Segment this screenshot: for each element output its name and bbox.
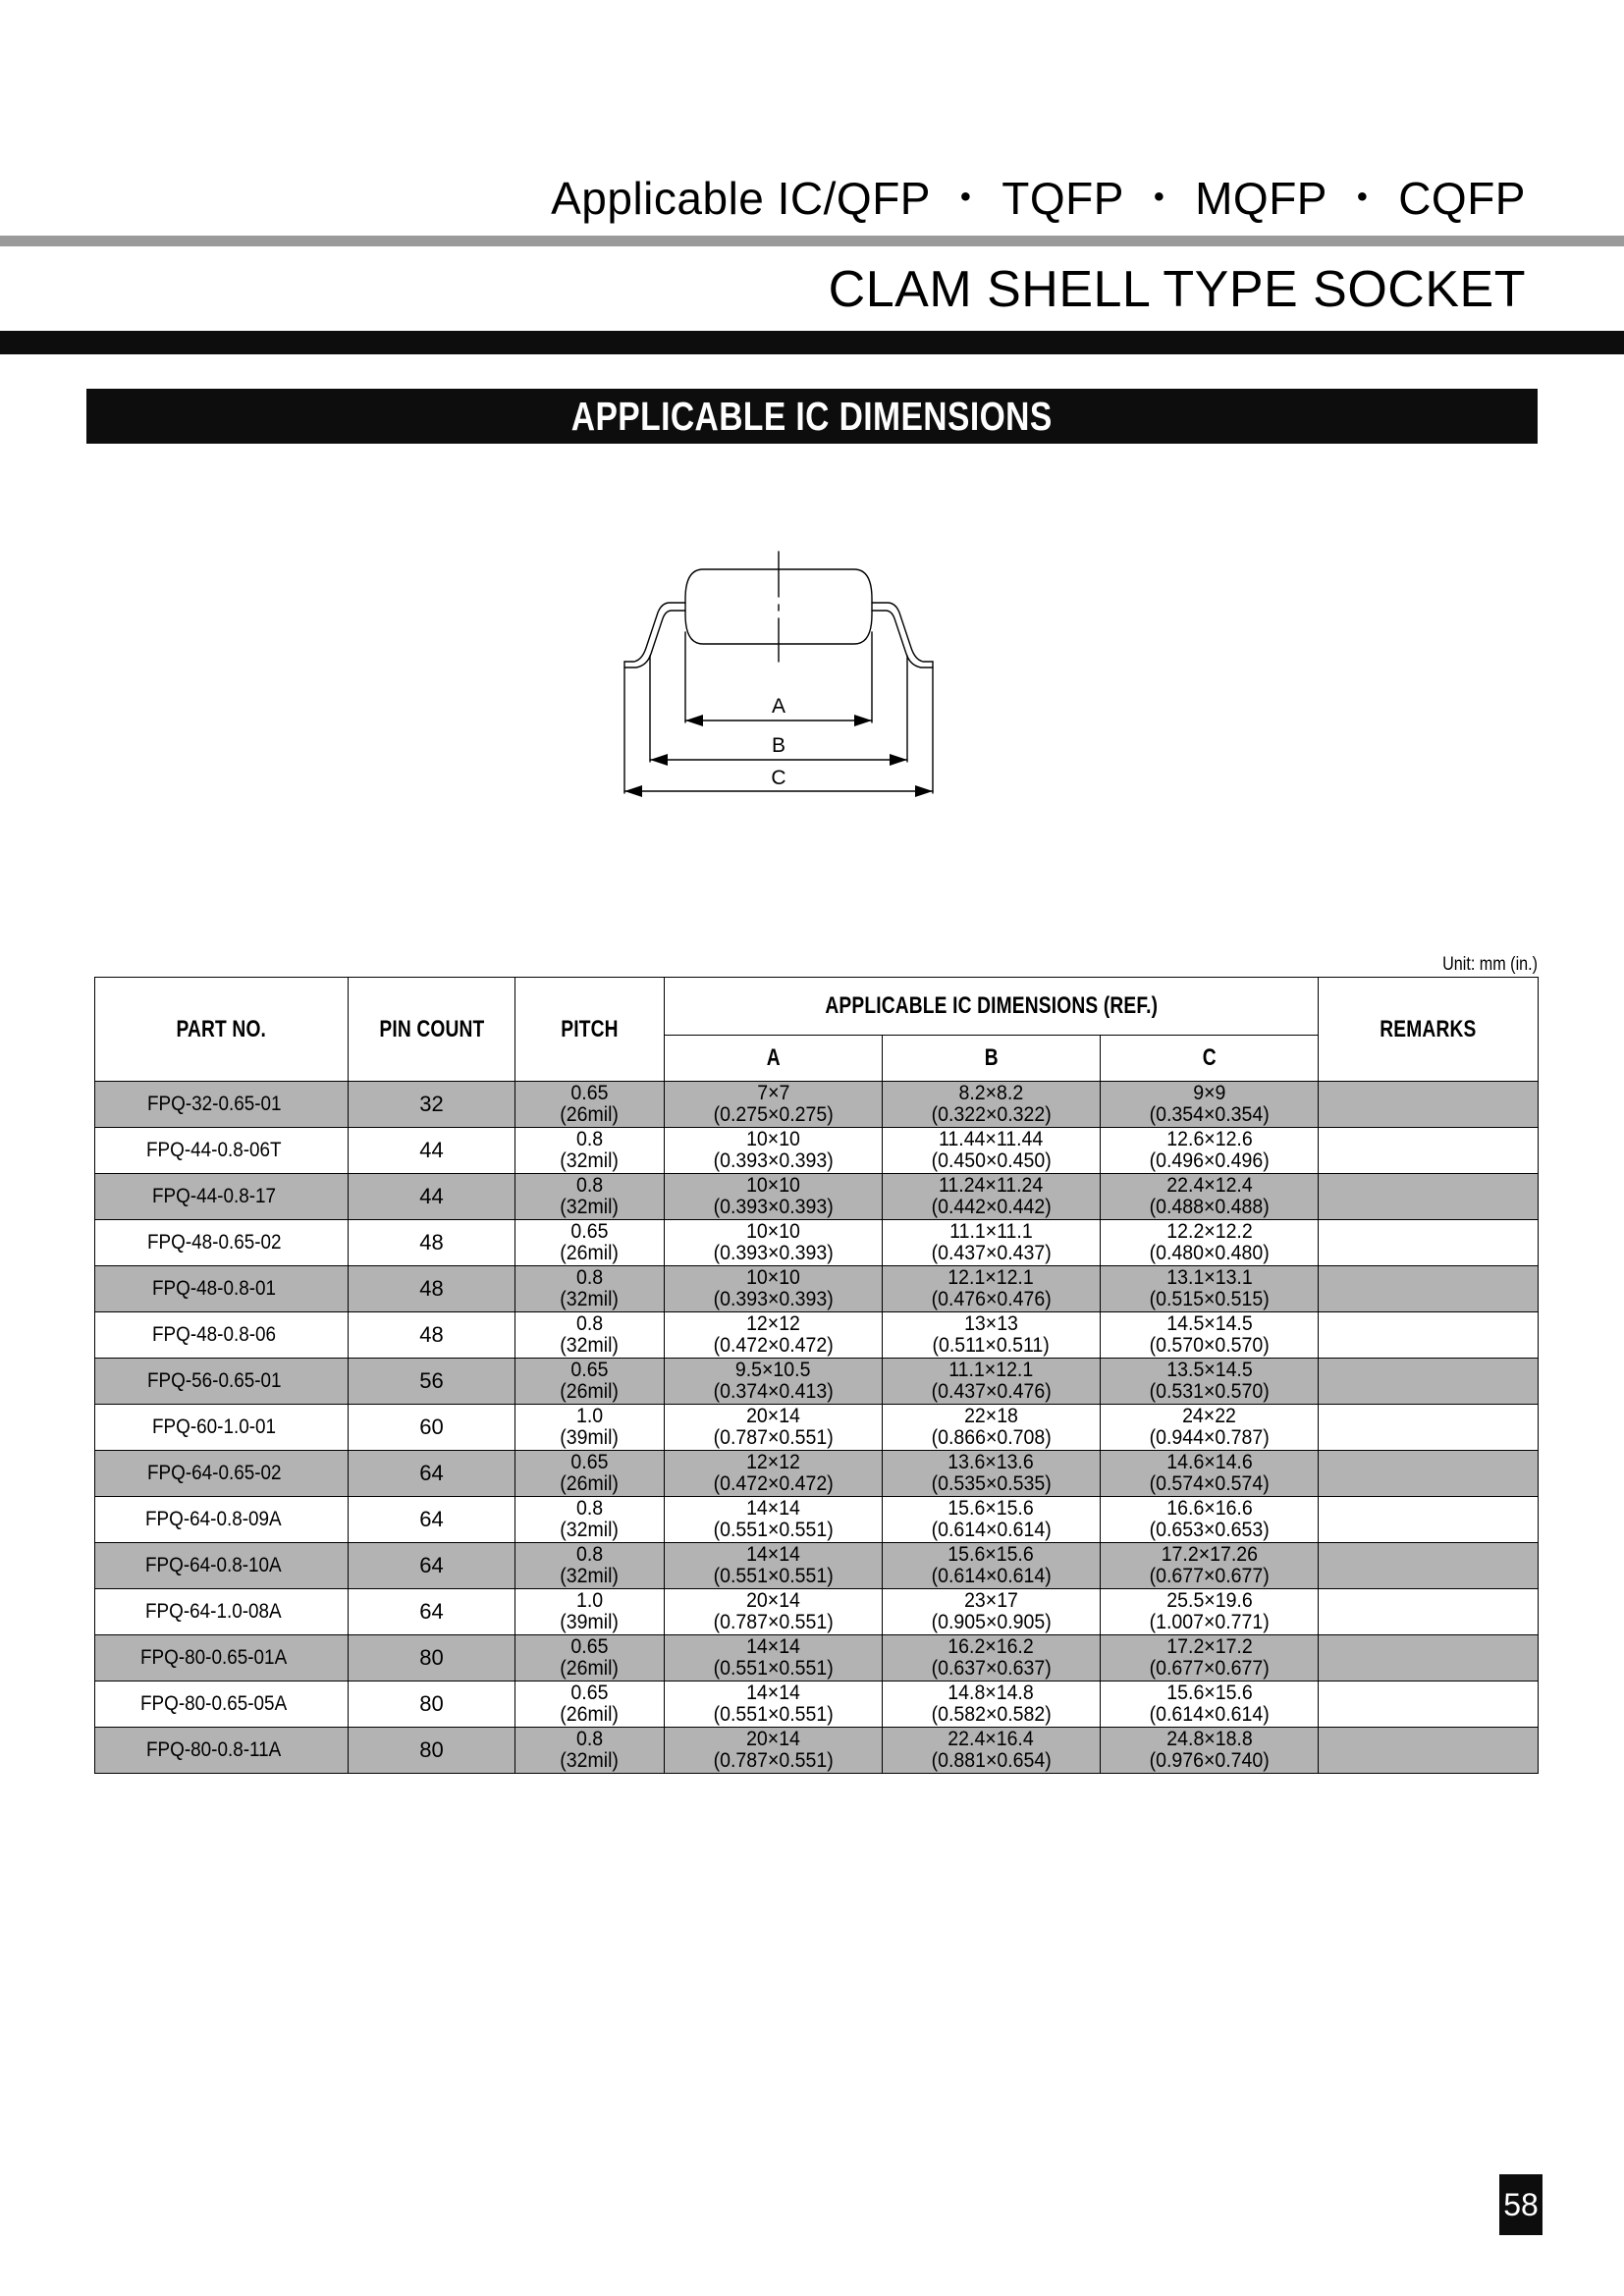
page-number-text: 58 bbox=[1503, 2186, 1539, 2222]
cell-dim-a: 14×14 (0.551×0.551) bbox=[665, 1682, 883, 1728]
cell-part-no: FPQ-44-0.8-17 bbox=[95, 1174, 349, 1220]
cell-remarks bbox=[1319, 1266, 1539, 1312]
cell-remarks bbox=[1319, 1589, 1539, 1635]
table-row bbox=[95, 1082, 1539, 1128]
header-black-rule bbox=[0, 331, 1624, 354]
cell-pin-count: 56 bbox=[349, 1359, 515, 1405]
cell-dim-b: 13.6×13.6 (0.535×0.535) bbox=[883, 1451, 1101, 1497]
header-pitch: PITCH bbox=[515, 978, 665, 1082]
cell-pin-count: 64 bbox=[349, 1497, 515, 1543]
cell-pin-count: 48 bbox=[349, 1266, 515, 1312]
cell-remarks bbox=[1319, 1312, 1539, 1359]
lead-right-upper bbox=[872, 603, 933, 662]
cell-pin-count: 80 bbox=[349, 1728, 515, 1774]
cell-pin-count: 64 bbox=[349, 1451, 515, 1497]
cell-pitch: 0.65 (26mil) bbox=[515, 1220, 665, 1266]
cell-dim-c: 15.6×15.6 (0.614×0.614) bbox=[1101, 1682, 1319, 1728]
cell-pin-count: 48 bbox=[349, 1312, 515, 1359]
page-header bbox=[0, 0, 1624, 354]
table-row bbox=[95, 1451, 1539, 1497]
cell-pin-count: 80 bbox=[349, 1682, 515, 1728]
arrow-b-right bbox=[890, 754, 907, 766]
header-dim-b: B bbox=[883, 1036, 1101, 1082]
cell-part-no: FPQ-56-0.65-01 bbox=[95, 1359, 349, 1405]
table-row bbox=[95, 1220, 1539, 1266]
unit-note-text: Unit: mm (in.) bbox=[1442, 954, 1538, 975]
cell-dim-c: 13.5×14.5 (0.531×0.570) bbox=[1101, 1359, 1319, 1405]
cell-dim-b: 11.1×11.1 (0.437×0.437) bbox=[883, 1220, 1101, 1266]
cell-dim-b: 11.1×12.1 (0.437×0.476) bbox=[883, 1359, 1101, 1405]
cell-part-no: FPQ-48-0.8-01 bbox=[95, 1266, 349, 1312]
cell-pitch: 1.0 (39mil) bbox=[515, 1405, 665, 1451]
cell-pin-count: 80 bbox=[349, 1635, 515, 1682]
unit-note bbox=[0, 954, 1538, 976]
cell-pin-count: 32 bbox=[349, 1082, 515, 1128]
cell-remarks bbox=[1319, 1543, 1539, 1589]
cell-remarks bbox=[1319, 1174, 1539, 1220]
cell-remarks bbox=[1319, 1451, 1539, 1497]
table-row bbox=[95, 1497, 1539, 1543]
cell-part-no: FPQ-48-0.8-06 bbox=[95, 1312, 349, 1359]
header-dim-a: A bbox=[665, 1036, 883, 1082]
cell-remarks bbox=[1319, 1728, 1539, 1774]
cell-remarks bbox=[1319, 1082, 1539, 1128]
table-row bbox=[95, 1266, 1539, 1312]
cell-dim-c: 16.6×16.6 (0.653×0.653) bbox=[1101, 1497, 1319, 1543]
cell-dim-c: 25.5×19.6 (1.007×0.771) bbox=[1101, 1589, 1319, 1635]
dim-label-c: C bbox=[771, 767, 786, 789]
cell-dim-a: 20×14 (0.787×0.551) bbox=[665, 1728, 883, 1774]
cell-dim-c: 12.2×12.2 (0.480×0.480) bbox=[1101, 1220, 1319, 1266]
cell-part-no: FPQ-44-0.8-06T bbox=[95, 1128, 349, 1174]
cell-dim-c: 17.2×17.26 (0.677×0.677) bbox=[1101, 1543, 1319, 1589]
cell-remarks bbox=[1319, 1682, 1539, 1728]
cell-dim-b: 13×13 (0.511×0.511) bbox=[883, 1312, 1101, 1359]
cell-dim-c: 12.6×12.6 (0.496×0.496) bbox=[1101, 1128, 1319, 1174]
table-row bbox=[95, 1174, 1539, 1220]
header-title: CLAM SHELL TYPE SOCKET bbox=[828, 261, 1526, 319]
cell-part-no: FPQ-80-0.8-11A bbox=[95, 1728, 349, 1774]
cell-remarks bbox=[1319, 1497, 1539, 1543]
cell-pitch: 0.65 (26mil) bbox=[515, 1359, 665, 1405]
header-pin-count: PIN COUNT bbox=[349, 978, 515, 1082]
cell-dim-a: 7×7 (0.275×0.275) bbox=[665, 1082, 883, 1128]
cell-dim-b: 14.8×14.8 (0.582×0.582) bbox=[883, 1682, 1101, 1728]
cell-dim-a: 14×14 (0.551×0.551) bbox=[665, 1635, 883, 1682]
header-remarks: REMARKS bbox=[1319, 978, 1539, 1082]
cell-dim-a: 10×10 (0.393×0.393) bbox=[665, 1174, 883, 1220]
cell-dim-b: 8.2×8.2 (0.322×0.322) bbox=[883, 1082, 1101, 1128]
table-row bbox=[95, 1728, 1539, 1774]
dim-label-b: B bbox=[771, 734, 786, 757]
arrow-c-right bbox=[915, 785, 933, 797]
cell-pitch: 0.65 (26mil) bbox=[515, 1682, 665, 1728]
cell-dim-a: 9.5×10.5 (0.374×0.413) bbox=[665, 1359, 883, 1405]
arrow-b-left bbox=[650, 754, 668, 766]
cell-part-no: FPQ-32-0.65-01 bbox=[95, 1082, 349, 1128]
table-row bbox=[95, 1543, 1539, 1589]
cell-pin-count: 48 bbox=[349, 1220, 515, 1266]
header-subtitle: Applicable IC/QFP ・ TQFP ・ MQFP ・ CQFP bbox=[551, 173, 1526, 224]
cell-dim-a: 20×14 (0.787×0.551) bbox=[665, 1405, 883, 1451]
cell-dim-b: 22.4×16.4 (0.881×0.654) bbox=[883, 1728, 1101, 1774]
cell-dim-a: 10×10 (0.393×0.393) bbox=[665, 1128, 883, 1174]
cell-pitch: 0.8 (32mil) bbox=[515, 1543, 665, 1589]
cell-dim-b: 16.2×16.2 (0.637×0.637) bbox=[883, 1635, 1101, 1682]
cell-dim-c: 24×22 (0.944×0.787) bbox=[1101, 1405, 1319, 1451]
cell-part-no: FPQ-80-0.65-01A bbox=[95, 1635, 349, 1682]
cell-pin-count: 44 bbox=[349, 1128, 515, 1174]
cell-dim-c: 17.2×17.2 (0.677×0.677) bbox=[1101, 1635, 1319, 1682]
arrow-a-left bbox=[685, 715, 703, 726]
cell-dim-c: 9×9 (0.354×0.354) bbox=[1101, 1082, 1319, 1128]
cell-dim-a: 14×14 (0.551×0.551) bbox=[665, 1543, 883, 1589]
cell-dim-a: 12×12 (0.472×0.472) bbox=[665, 1451, 883, 1497]
cell-dim-b: 12.1×12.1 (0.476×0.476) bbox=[883, 1266, 1101, 1312]
cell-remarks bbox=[1319, 1220, 1539, 1266]
cell-pitch: 0.8 (32mil) bbox=[515, 1497, 665, 1543]
dim-label-a: A bbox=[771, 695, 786, 718]
cell-dim-a: 10×10 (0.393×0.393) bbox=[665, 1266, 883, 1312]
cell-dim-b: 22×18 (0.866×0.708) bbox=[883, 1405, 1101, 1451]
cell-remarks bbox=[1319, 1635, 1539, 1682]
cell-dim-b: 15.6×15.6 (0.614×0.614) bbox=[883, 1497, 1101, 1543]
cell-dim-c: 13.1×13.1 (0.515×0.515) bbox=[1101, 1266, 1319, 1312]
cell-remarks bbox=[1319, 1405, 1539, 1451]
table-row bbox=[95, 1635, 1539, 1682]
cell-pitch: 1.0 (39mil) bbox=[515, 1589, 665, 1635]
cell-dim-a: 20×14 (0.787×0.551) bbox=[665, 1589, 883, 1635]
lead-left-upper bbox=[624, 603, 685, 662]
cell-part-no: FPQ-48-0.65-02 bbox=[95, 1220, 349, 1266]
header-part-no: PART NO. bbox=[95, 978, 349, 1082]
cell-pitch: 0.65 (26mil) bbox=[515, 1635, 665, 1682]
cell-dim-b: 11.44×11.44 (0.450×0.450) bbox=[883, 1128, 1101, 1174]
cell-dim-c: 22.4×12.4 (0.488×0.488) bbox=[1101, 1174, 1319, 1220]
table-row bbox=[95, 1589, 1539, 1635]
cell-pitch: 0.8 (32mil) bbox=[515, 1266, 665, 1312]
header-dim-c: C bbox=[1101, 1036, 1319, 1082]
cell-pin-count: 64 bbox=[349, 1589, 515, 1635]
table-row bbox=[95, 1359, 1539, 1405]
cell-dim-a: 14×14 (0.551×0.551) bbox=[665, 1497, 883, 1543]
cell-pin-count: 44 bbox=[349, 1174, 515, 1220]
cell-dim-b: 15.6×15.6 (0.614×0.614) bbox=[883, 1543, 1101, 1589]
cell-dim-b: 11.24×11.24 (0.442×0.442) bbox=[883, 1174, 1101, 1220]
header-dimensions-group: APPLICABLE IC DIMENSIONS (REF.) bbox=[665, 978, 1319, 1036]
cell-pitch: 0.8 (32mil) bbox=[515, 1728, 665, 1774]
arrow-a-right bbox=[854, 715, 872, 726]
ic-package-diagram bbox=[609, 530, 1021, 815]
cell-pin-count: 60 bbox=[349, 1405, 515, 1451]
table-row bbox=[95, 1128, 1539, 1174]
cell-pin-count: 64 bbox=[349, 1543, 515, 1589]
cell-dim-a: 10×10 (0.393×0.393) bbox=[665, 1220, 883, 1266]
cell-dim-c: 14.6×14.6 (0.574×0.574) bbox=[1101, 1451, 1319, 1497]
cell-remarks bbox=[1319, 1359, 1539, 1405]
cell-pitch: 0.8 (32mil) bbox=[515, 1174, 665, 1220]
cell-part-no: FPQ-80-0.65-05A bbox=[95, 1682, 349, 1728]
table-head bbox=[95, 978, 1539, 1082]
cell-part-no: FPQ-64-1.0-08A bbox=[95, 1589, 349, 1635]
lead-right-lower bbox=[872, 611, 933, 667]
header-gray-rule bbox=[0, 236, 1624, 246]
table-row bbox=[95, 1312, 1539, 1359]
cell-part-no: FPQ-64-0.65-02 bbox=[95, 1451, 349, 1497]
cell-part-no: FPQ-64-0.8-10A bbox=[95, 1543, 349, 1589]
table-row bbox=[95, 1682, 1539, 1728]
arrow-c-left bbox=[624, 785, 642, 797]
page-number-badge bbox=[1499, 2174, 1543, 2235]
cell-dim-b: 23×17 (0.905×0.905) bbox=[883, 1589, 1101, 1635]
section-banner bbox=[86, 389, 1538, 444]
cell-pitch: 0.65 (26mil) bbox=[515, 1451, 665, 1497]
cell-dim-c: 24.8×18.8 (0.976×0.740) bbox=[1101, 1728, 1319, 1774]
cell-part-no: FPQ-64-0.8-09A bbox=[95, 1497, 349, 1543]
table-header-row-top bbox=[95, 978, 1539, 1036]
table-row bbox=[95, 1405, 1539, 1451]
section-banner-title: APPLICABLE IC DIMENSIONS bbox=[571, 393, 1053, 439]
lead-left-lower bbox=[624, 611, 685, 667]
cell-pitch: 0.65 (26mil) bbox=[515, 1082, 665, 1128]
cell-dim-a: 12×12 (0.472×0.472) bbox=[665, 1312, 883, 1359]
cell-dim-c: 14.5×14.5 (0.570×0.570) bbox=[1101, 1312, 1319, 1359]
table-body bbox=[95, 1082, 1539, 1774]
ic-cross-section-svg bbox=[609, 530, 1021, 815]
cell-pitch: 0.8 (32mil) bbox=[515, 1312, 665, 1359]
cell-pitch: 0.8 (32mil) bbox=[515, 1128, 665, 1174]
applicable-ic-dimensions-table bbox=[94, 977, 1539, 1774]
cell-remarks bbox=[1319, 1128, 1539, 1174]
cell-part-no: FPQ-60-1.0-01 bbox=[95, 1405, 349, 1451]
